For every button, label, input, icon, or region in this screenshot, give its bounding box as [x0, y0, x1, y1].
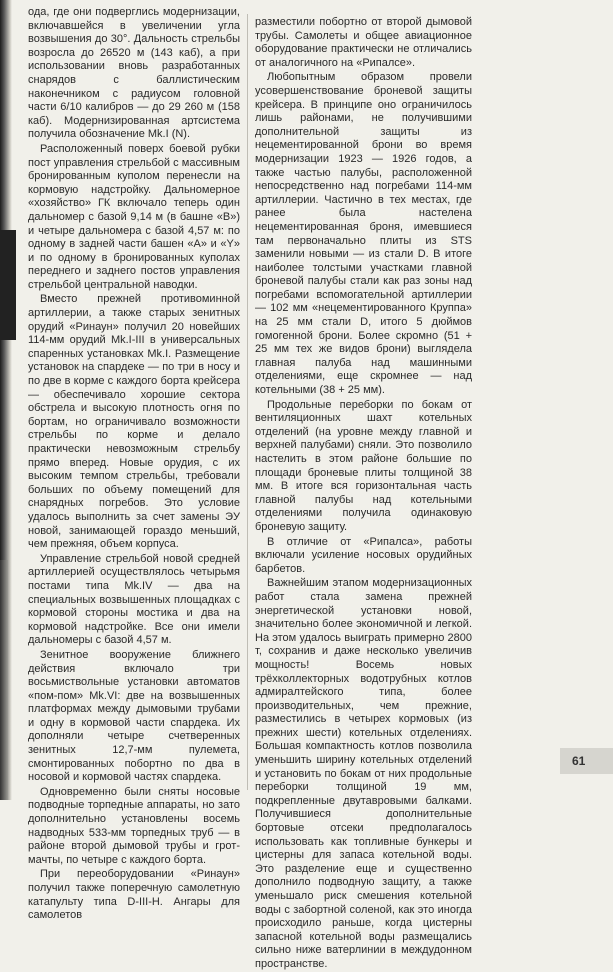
left-paragraph: Одновременно были сняты носовые подводные торпедные аппараты, но зато дополнительно установлены восемь надводных 533-мм торпедных труб — в районе второй дымовой трубы и грот-мачты, по четыре с каждого борта.: [28, 785, 240, 866]
left-paragraph: Управление стрельбой новой средней артиллерией осуществлялось четырьмя постами типа Mk.IV — два на специальных возвышенных площадках с кормовой стороны мостика и два на кормовой надстройке. Все они имели дальномеры с базой 4,57 м.: [28, 552, 240, 647]
right-paragraph: Любопытным образом провели усовершенствование броневой защиты крейсера. В принципе оно ограничилось лишь районами, не получившими дополнительной защиты из нецементированной брони во время модернизации 1923 — 1926 годов, а также частью палубы, расположенной непосредственно над погребами 114-мм артиллерии. Частично в тех местах, где ранее была настелена нецементированная броня, имевшиеся там первоначально плиты из STS заменили новыми — из стали D. В итоге наиболее толстыми участками главной броневой палубы стали как раз зоны над погребами вспомогательной артиллерии — 102 мм «нецементированного Круппа» на 25 мм стали D, итого 5 дюймов гомогенной брони. Более скромно (51 + 25 мм тех же видов брони) выглядела главная палуба над машинными отделениями, еще скромнее — над котельными (38 + 25 мм).: [255, 71, 472, 397]
page-number: 61: [572, 754, 586, 768]
left-text-column: [28, 0, 240, 922]
left-paragraph: Вместо прежней противоминной артиллерии, а также старых зенитных орудий «Ринаун» получил 20 новейших 114-мм орудий Mk.I-III в универсальных спаренных установках Mk.I. Размещение установок на спардеке — по три в носу и по две в корме с каждого борта крейсера — обеспечивало хорошие сектора обстрела и высокую плотность огня по бортам, но ограничивало возможности стрельбы по корме и делало практически невозможным стрельбу прямо вперед. Новые орудия, с их высоким темпом стрельбы, требовали больших по объему помещений для снарядных погребов. Это условие удалось выполнить за счет замены ЭУ новой, занимающей гораздо меньший, чем прежняя, объем корпуса.: [28, 293, 240, 551]
right-paragraph: Продольные переборки по бокам от вентиляционных шахт котельных отделений (на уровне между главной и верхней палубами) сняли. Это позволило настелить в этом районе большие по площади броневые плиты толщиной 38 мм. В итоге вся горизонтальная часть главной палубы над котельными отделениями получила одинаковую броневую защиту.: [255, 398, 472, 533]
right-text-column: [255, 0, 472, 970]
right-paragraph: В отличие от «Рипалса», работы включали усиление носовых орудийных барбетов.: [255, 535, 472, 575]
right-paragraph: Важнейшим этапом модернизационных работ стала замена прежней энергетической установки новой, значительно более экономичной и легкой. На этом удалось выиграть примерно 2800 т, сохранив и даже несколько увеличив мощность! Восемь новых трёхколлекторных водотрубных котлов адмиралтейского типа, более производительных, чем прежние, разместились в четырех кормовых (из прежних шести) котельных отделениях. Большая компактность котлов позволила уменьшить ширину котельных отделений и установить по бокам от них продольные переборки толщиной 19 мм, подкрепленные двутавровыми балками. Получившиеся дополнительные бортовые отсеки предполагалось использовать как топливные бункеры и цистерны для запаса котельной воды. Это разделение еще и существенно дополнило подводную защиту, а также уменьшало риск смешения котельной воды с забортной соленой, как это иногда происходило раньше, когда цистерны запасной котельной воды размещались сильно ниже ватерлинии в междудонном пространстве.: [255, 577, 472, 970]
column-divider: [247, 14, 248, 790]
left-paragraph: ода, где они подверглись модернизации, включавшейся в увеличении угла возвышения до 30°. Дальность стрельбы возросла до 26520 м (143 каб), а при использовании вновь разработанных снарядов с баллистическим наконечником с радиусом головной части 6/10 калибров — до 29 260 м (158 каб). Модернизированная артсистема получила обозначение Mk.I (N).: [28, 6, 240, 141]
left-paragraph: Зенитное вооружение ближнего действия включало три восьмиствольные установки автоматов «пом-пом» Mk.VI: две на возвышенных платформах между дымовыми трубами и одну в кормовой части спардека. Их дополняли четыре счетверенных зенитных 12,7-мм пулемета, смонтированных побортно по два в носовой и кормовой частях спардека.: [28, 648, 240, 784]
page-number-tab: [560, 748, 613, 774]
binding-shadow-lower: [0, 560, 8, 800]
right-paragraph: разместили побортно от второй дымовой трубы. Самолеты и общее авиационное оборудование практически не отличались от аналогичного на «Рипалсе».: [255, 16, 472, 69]
left-paragraph: Расположенный поверх боевой рубки пост управления стрельбой с массивным бронированным куполом перенесли на кормовую надстройку. Дальномерное «хозяйство» ГК включало теперь один дальномер с базой 9,14 м (в башне «В») и четыре дальномера с базой 4,57 м: по одному в задней части башен «А» и «Y» и по одному в бронированных куполах переднего и заднего постов управления стрельбой центральной наводки.: [28, 142, 240, 291]
binding-shadow-strip: [0, 230, 16, 340]
left-paragraph: При переоборудовании «Ринаун» получил также поперечную самолетную катапульту типа D-III-H. Ангары для самолетов: [28, 868, 240, 922]
